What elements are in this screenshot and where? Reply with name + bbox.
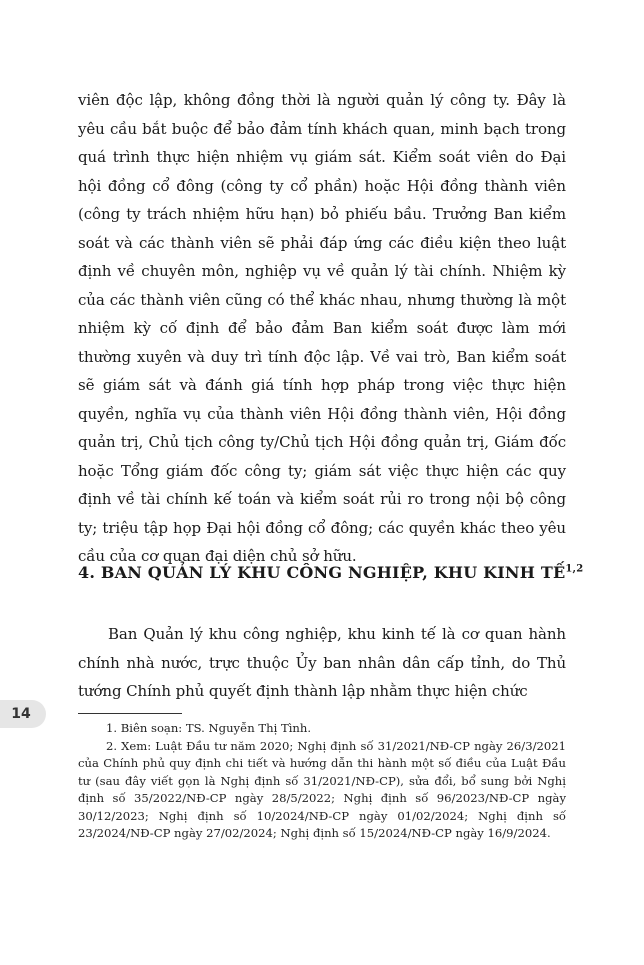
footnote-1: 1. Biên soạn: TS. Nguyễn Thị Tình.: [106, 721, 312, 735]
section-heading-text: 4. BAN QUẢN LÝ KHU CÔNG NGHIỆP, KHU KINH TẾ: [78, 563, 566, 582]
footnote-reference: 1,2: [565, 563, 584, 575]
footnotes: [78, 720, 566, 843]
body-paragraph: Ban Quản lý khu công nghiệp, khu kinh tế là cơ quan hành chính nhà nước, trực thuộc Ủy ban nhân dân cấp tỉnh, do Thủ tướng Chính phủ quyết định thành lập nhằm thực hiện chức: [78, 625, 566, 700]
footnote-2: 2. Xem: Luật Đầu tư năm 2020; Nghị định số 31/2021/NĐ-CP ngày 26/3/2021 của Chính phủ quy định chi tiết và hướng dẫn thi hành một số điều của Luật Đầu tư (sau đây viết gọn là Nghị định số 31/2021/NĐ-CP), sửa đổi, bổ sung bởi Nghị định số 35/2022/NĐ-CP ngày 28/5/2022; Nghị định số 96/2023/NĐ-CP ngày 30/12/2023; Nghị định số 10/2024/NĐ-CP ngày 01/02/2024; Nghị định số 23/2024/NĐ-CP ngày 27/02/2024; Nghị định số 15/2024/NĐ-CP ngày 16/9/2024.: [78, 738, 566, 840]
section-heading: [78, 563, 584, 582]
footnote-divider: [78, 713, 182, 714]
page-number-tab: 14: [0, 700, 46, 728]
body-paragraph-continued: viên độc lập, không đồng thời là người quản lý công ty. Đây là yêu cầu bắt buộc để bảo đảm tính khách quan, minh bạch trong quá trình thực hiện nhiệm vụ giám sát. Kiểm soát viên do Đại hội đồng cổ đông (công ty cổ phần) hoặc Hội đồng thành viên (công ty trách nhiệm hữu hạn) bỏ phiếu bầu. Trưởng Ban kiểm soát và các thành viên sẽ phải đáp ứng các điều kiện theo luật định về chuyên môn, nghiệp vụ về quản lý tài chính. Nhiệm kỳ của các thành viên cũng có thể khác nhau, nhưng thường là một nhiệm kỳ cố định để bảo đảm Ban kiểm soát được làm mới thường xuyên và duy trì tính độc lập. Về vai trò, Ban kiểm soát sẽ giám sát và đánh giá tính hợp pháp trong việc thực hiện quyền, nghĩa vụ của thành viên Hội đồng thành viên, Hội đồng quản trị, Chủ tịch công ty/Chủ tịch Hội đồng quản trị, Giám đốc hoặc Tổng giám đốc công ty; giám sát việc thực hiện các quy định về tài chính kế toán và kiểm soát rủi ro trong nội bộ công ty; triệu tập họp Đại hội đồng cổ đông; các quyền khác theo yêu cầu của cơ quan đại diện chủ sở hữu.: [78, 91, 566, 565]
